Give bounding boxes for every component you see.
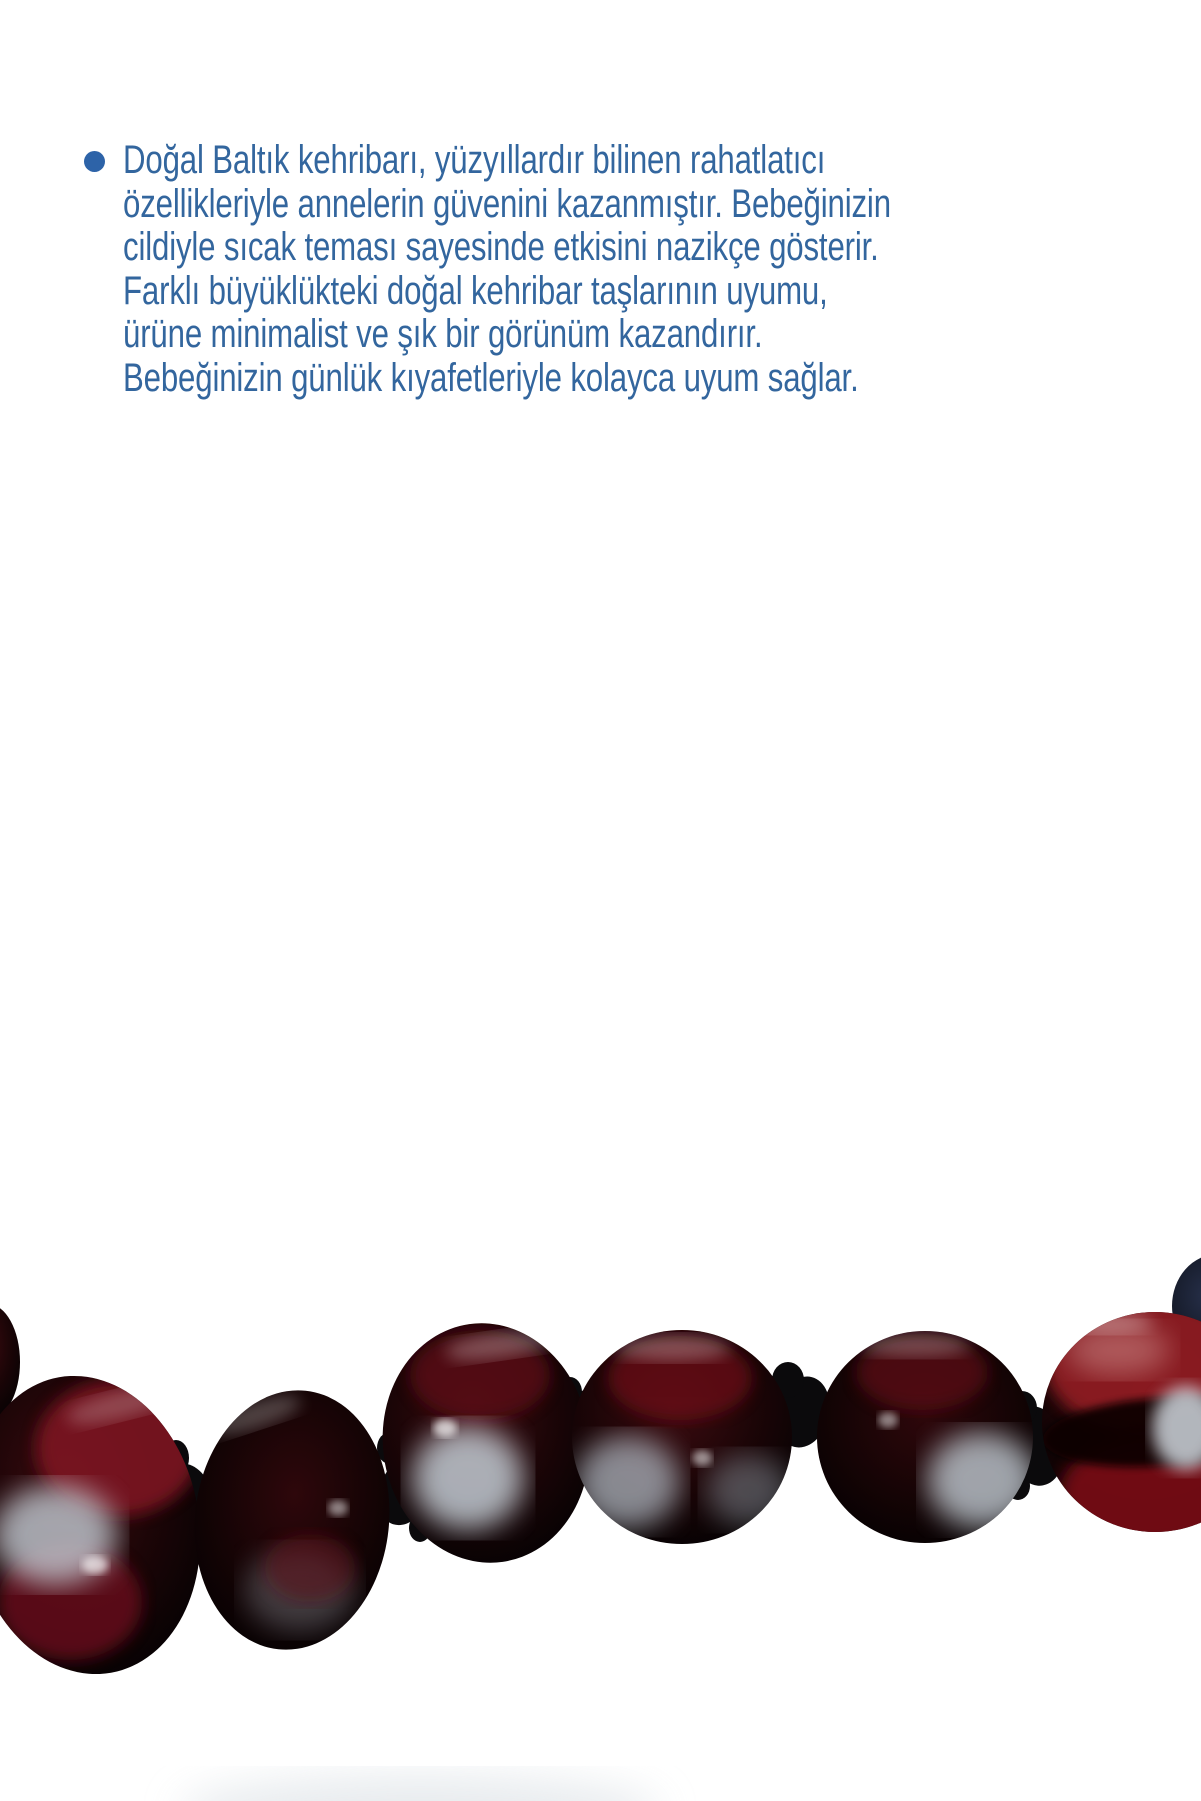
- bullet-icon: [84, 151, 105, 172]
- amber-bead: [572, 1330, 792, 1544]
- description-line: özellikleriyle annelerin güvenini kazanmıştır. Bebeğinizin: [123, 181, 891, 226]
- description-line: cildiyle sıcak teması sayesinde etkisini nazikçe gösterir.: [123, 225, 879, 269]
- description-text: [123, 139, 891, 400]
- description-line: Bebeğinizin günlük kıyafetleriyle kolayca uyum sağlar.: [123, 355, 859, 400]
- product-photo-amber-beads: [0, 1100, 1201, 1801]
- description-line: Doğal Baltık kehribarı, yüzyıllardır bilinen rahatlatıcı: [123, 138, 826, 182]
- description-line: Farklı büyüklükteki doğal kehribar taşlarının uyumu,: [123, 268, 828, 313]
- description-line: ürüne minimalist ve şık bir görünüm kazandırır.: [123, 312, 763, 356]
